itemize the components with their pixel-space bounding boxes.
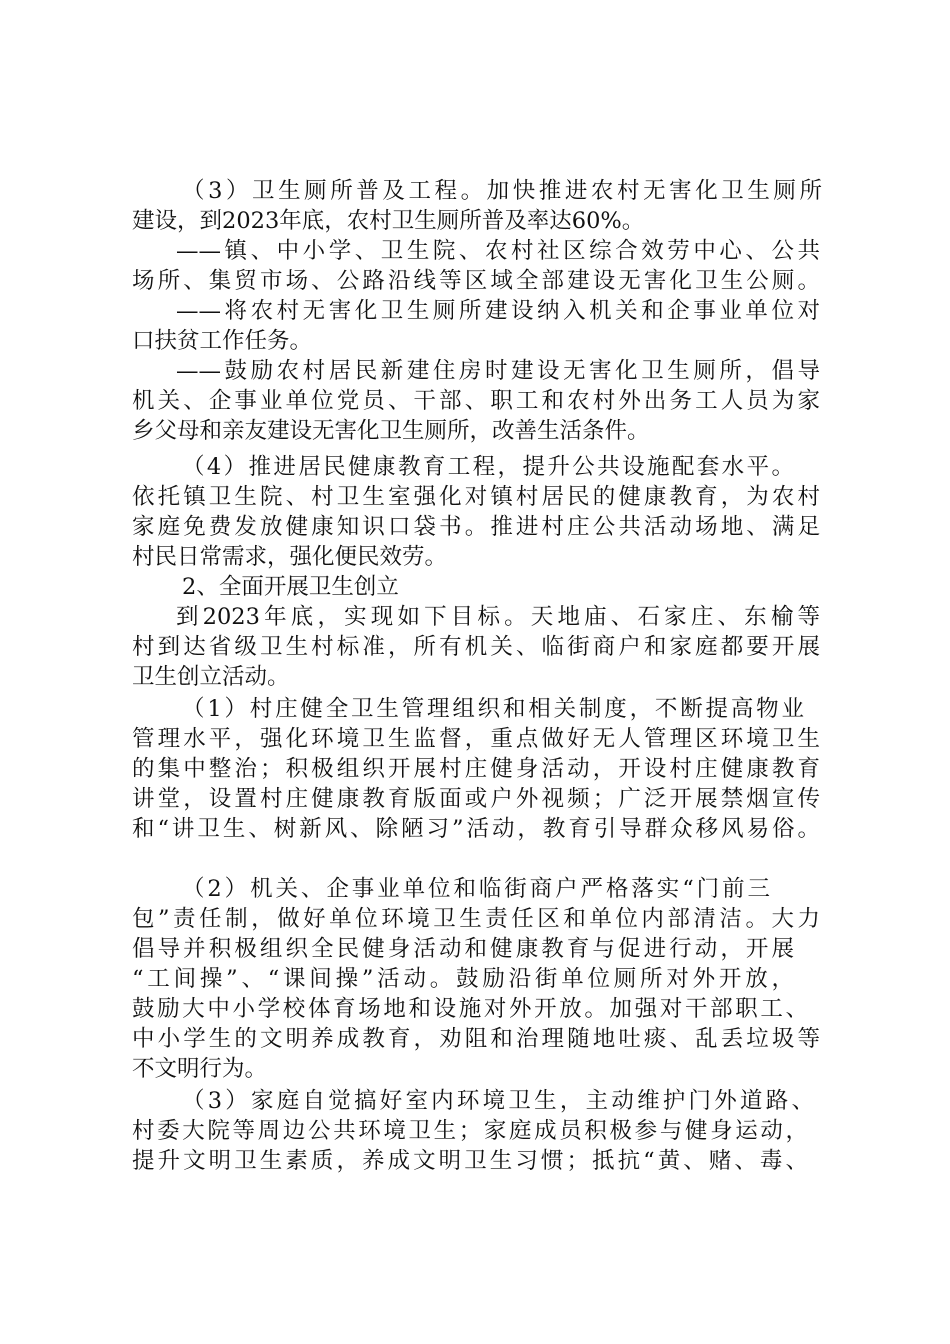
text-line: ——将农村无害化卫生厕所建设纳入机关和企事业单位对 bbox=[176, 298, 820, 324]
text-line: 和“讲卫生、树新风、除陋习”活动，教育引导群众移风易俗。 bbox=[132, 816, 820, 842]
text-line: 家庭免费发放健康知识口袋书。推进村庄公共活动场地、满足 bbox=[132, 514, 820, 540]
text-line: 管理水平，强化环境卫生监督，重点做好无人管理区环境卫生 bbox=[132, 726, 820, 752]
text-line: 倡导并积极组织全民健身活动和健康教育与促进行动，开展 bbox=[132, 936, 794, 962]
text-line: ——鼓励农村居民新建住房时建设无害化卫生厕所，倡导 bbox=[176, 358, 820, 384]
text-line: 依托镇卫生院、村卫生室强化对镇村居民的健康教育，为农村 bbox=[132, 484, 820, 510]
text-line: 口扶贫工作任务。 bbox=[132, 328, 313, 354]
text-line: 乡父母和亲友建设无害化卫生厕所，改善生活条件。 bbox=[132, 418, 650, 444]
text-line: （4）推进居民健康教育工程，提升公共设施配套水平。 bbox=[182, 454, 794, 480]
text-line: 提升文明卫生素质，养成文明卫生习惯；抵抗“黄、赌、毒、 bbox=[132, 1148, 808, 1174]
text-line: 讲堂，设置村庄健康教育版面或户外视频；广泛开展禁烟宣传 bbox=[132, 786, 820, 812]
text-line: 不文明行为。 bbox=[132, 1056, 268, 1082]
text-line: 包”责任制，做好单位环境卫生责任区和单位内部清洁。大力 bbox=[132, 906, 820, 932]
text-line: 场所、集贸市场、公路沿线等区域全部建设无害化卫生公厕。 bbox=[132, 268, 820, 294]
text-line: ——镇、中小学、卫生院、农村社区综合效劳中心、公共 bbox=[176, 238, 820, 264]
text-line: 机关、企事业单位党员、干部、职工和农村外出务工人员为家 bbox=[132, 388, 820, 414]
text-line: 中小学生的文明养成教育，劝阻和治理随地吐痰、乱丢垃圾等 bbox=[132, 1026, 820, 1052]
text-line: 到2023年底，实现如下目标。天地庙、石家庄、东榆等 bbox=[176, 604, 820, 630]
section-heading: 2、全面开展卫生创立 bbox=[182, 574, 399, 600]
text-line: （3）家庭自觉搞好室内环境卫生，主动维护门外道路、 bbox=[182, 1088, 814, 1114]
text-line: 村到达省级卫生村标准，所有机关、临街商户和家庭都要开展 bbox=[132, 634, 820, 660]
text-line: 的集中整治；积极组织开展村庄健身活动，开设村庄健康教育 bbox=[132, 756, 820, 782]
text-line: 建设，到2023年底，农村卫生厕所普及率达60%。 bbox=[132, 208, 645, 234]
text-line: 鼓励大中小学校体育场地和设施对外开放。加强对干部职工、 bbox=[132, 996, 808, 1022]
text-line: “工间操”、“课间操”活动。鼓励沿街单位厕所对外开放， bbox=[132, 966, 794, 992]
text-line: 村民日常需求，强化便民效劳。 bbox=[132, 544, 448, 570]
text-line: （2）机关、企事业单位和临街商户严格落实“门前三 bbox=[182, 876, 770, 902]
text-line: 村委大院等周边公共环境卫生；家庭成员积极参与健身运动， bbox=[132, 1118, 808, 1144]
document-page bbox=[132, 0, 842, 1344]
text-line: （1）村庄健全卫生管理组织和相关制度，不断提高物业 bbox=[182, 696, 804, 722]
text-line: （3）卫生厕所普及工程。加快推进农村无害化卫生厕所 bbox=[182, 178, 822, 204]
text-line: 卫生创立活动。 bbox=[132, 664, 290, 690]
